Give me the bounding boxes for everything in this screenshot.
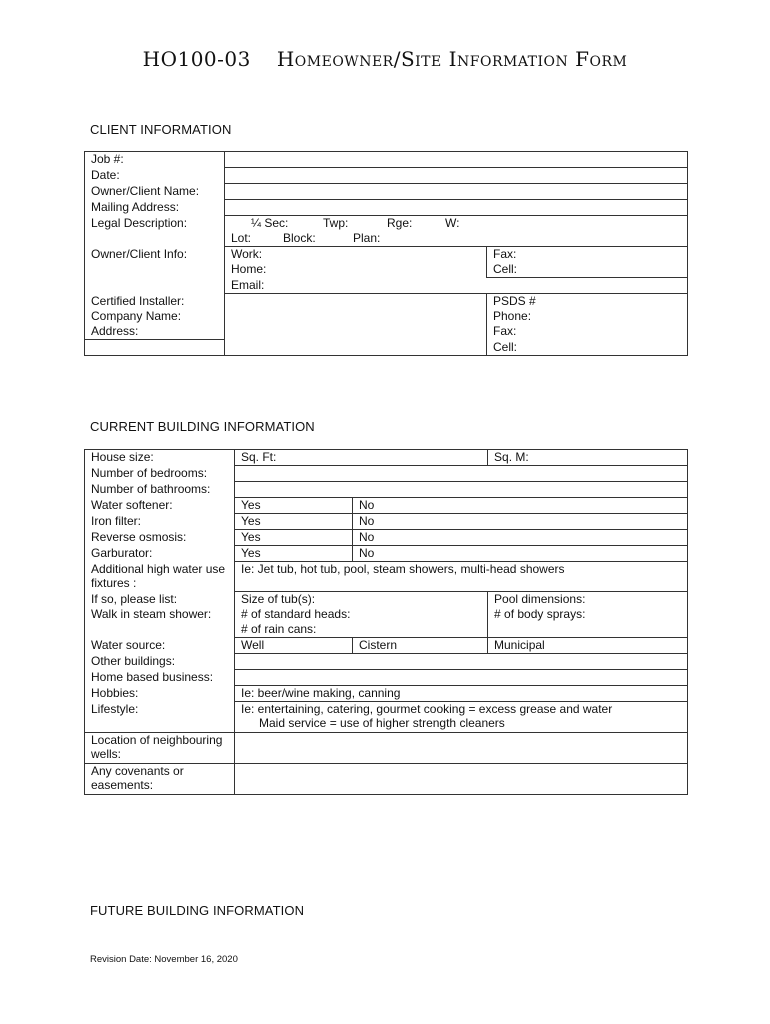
job-number-label: Job #:	[85, 152, 225, 168]
address-label: Address:	[85, 324, 225, 340]
tub-size-field[interactable]	[235, 592, 488, 608]
township-label: Twp:	[323, 216, 349, 230]
rain-cans-field[interactable]	[235, 622, 488, 638]
date-label: Date:	[85, 168, 225, 184]
quarter-section-label: ¼ Sec:	[251, 216, 289, 230]
range-label: Rge:	[387, 216, 413, 230]
bedrooms-label: Number of bedrooms:	[85, 466, 235, 482]
home-label: Home:	[231, 262, 267, 276]
client-information-table	[84, 151, 688, 356]
psds-field[interactable]	[487, 294, 688, 310]
standard-heads-label: # of standard heads:	[241, 607, 351, 621]
body-sprays-label: # of body sprays:	[494, 607, 586, 621]
covenants-field[interactable]	[235, 763, 688, 794]
lot-label: Lot:	[231, 231, 252, 245]
email-field[interactable]	[225, 278, 688, 294]
address-field-2[interactable]	[225, 340, 487, 356]
water-softener-yes[interactable]: Yes	[235, 498, 353, 514]
current-building-heading: CURRENT BUILDING INFORMATION	[90, 419, 315, 434]
phone-label: Phone:	[493, 309, 532, 323]
installer-fax-field[interactable]	[487, 324, 688, 340]
sq-ft-label: Sq. Ft:	[241, 450, 277, 464]
installer-fax-label: Fax:	[493, 324, 517, 338]
company-name-label: Company Name:	[85, 309, 225, 324]
house-size-label: House size:	[85, 450, 235, 466]
owner-name-label: Owner/Client Name:	[85, 184, 225, 200]
lifestyle-example-1: Ie: entertaining, catering, gourmet cooking = excess grease and water	[241, 702, 613, 716]
high-water-fixtures-label: Additional high water use fixtures :	[85, 562, 235, 592]
reverse-osmosis-yes[interactable]: Yes	[235, 530, 353, 546]
company-field[interactable]	[225, 309, 487, 324]
water-softener-label: Water softener:	[85, 498, 235, 514]
home-business-label: Home based business:	[85, 670, 235, 686]
work-label: Work:	[231, 247, 263, 261]
neighbouring-wells-label: Location of neighbouring wells:	[85, 732, 235, 763]
reverse-osmosis-label: Reverse osmosis:	[85, 530, 235, 546]
form-title	[0, 47, 770, 71]
fax-label: Fax:	[493, 247, 517, 261]
home-business-field[interactable]	[235, 670, 688, 686]
current-building-table	[84, 449, 688, 795]
block-label: Block:	[283, 231, 316, 245]
bathrooms-label: Number of bathrooms:	[85, 482, 235, 498]
cell-field[interactable]	[487, 262, 688, 278]
hobbies-label: Hobbies:	[85, 686, 235, 702]
legal-description-field[interactable]	[225, 216, 688, 232]
address-field[interactable]	[225, 324, 487, 340]
water-source-cistern[interactable]: Cistern	[353, 638, 488, 654]
email-label: Email:	[231, 278, 265, 292]
pool-dimensions-field[interactable]	[488, 592, 688, 608]
sq-m-field[interactable]	[488, 450, 688, 466]
body-sprays-field[interactable]	[488, 607, 688, 622]
psds-label: PSDS #	[493, 294, 536, 308]
iron-filter-no[interactable]: No	[353, 514, 688, 530]
water-source-well[interactable]: Well	[235, 638, 353, 654]
reverse-osmosis-no[interactable]: No	[353, 530, 688, 546]
iron-filter-label: Iron filter:	[85, 514, 235, 530]
phone-field[interactable]	[487, 309, 688, 324]
installer-cell-field[interactable]	[487, 340, 688, 356]
water-softener-no[interactable]: No	[353, 498, 688, 514]
garburator-yes[interactable]: Yes	[235, 546, 353, 562]
installer-cell-label: Cell:	[493, 339, 518, 354]
other-buildings-label: Other buildings:	[85, 654, 235, 670]
garburator-label: Garburator:	[85, 546, 235, 562]
high-water-fixtures-field[interactable]: Ie: Jet tub, hot tub, pool, steam showers, multi-head showers	[235, 562, 688, 592]
rain-cans-label: # of rain cans:	[241, 622, 317, 636]
home-phone-field[interactable]	[225, 262, 487, 278]
future-building-heading: FUTURE BUILDING INFORMATION	[90, 903, 305, 918]
plan-label: Plan:	[353, 231, 381, 245]
meridian-label: W:	[445, 216, 460, 230]
bathrooms-field[interactable]	[235, 482, 688, 498]
rain-cans-extra-field[interactable]	[488, 622, 688, 638]
owner-name-field[interactable]	[225, 184, 688, 200]
standard-heads-field[interactable]	[235, 607, 488, 622]
if-so-list-label: If so, please list:	[85, 592, 235, 608]
certified-installer-label: Certified Installer:	[85, 294, 225, 310]
lifestyle-example-2: Maid service = use of higher strength cleaners	[259, 716, 505, 730]
water-source-municipal[interactable]: Municipal	[488, 638, 688, 654]
iron-filter-yes[interactable]: Yes	[235, 514, 353, 530]
client-information-heading: CLIENT INFORMATION	[90, 122, 232, 137]
garburator-no[interactable]: No	[353, 546, 688, 562]
lifestyle-field[interactable]	[235, 702, 688, 733]
legal-description-label: Legal Description:	[85, 216, 225, 232]
fax-field[interactable]	[487, 247, 688, 263]
lifestyle-label: Lifestyle:	[85, 702, 235, 733]
mailing-address-field[interactable]	[225, 200, 688, 216]
date-field[interactable]	[225, 168, 688, 184]
sq-ft-field[interactable]	[235, 450, 488, 466]
hobbies-field[interactable]: Ie: beer/wine making, canning	[235, 686, 688, 702]
other-buildings-field[interactable]	[235, 654, 688, 670]
cell-label: Cell:	[493, 262, 518, 276]
work-phone-field[interactable]	[225, 247, 487, 263]
lot-block-plan-field[interactable]	[225, 231, 688, 247]
pool-dimensions-label: Pool dimensions:	[494, 592, 586, 606]
form-name: Homeowner/Site Information Form	[276, 47, 628, 71]
water-source-label: Water source:	[85, 638, 235, 654]
steam-shower-label: Walk in steam shower:	[85, 607, 235, 622]
owner-info-label: Owner/Client Info:	[85, 247, 225, 263]
neighbouring-wells-field[interactable]	[235, 732, 688, 763]
covenants-label: Any covenants or easements:	[85, 763, 235, 794]
mailing-address-label: Mailing Address:	[85, 200, 225, 216]
tub-size-label: Size of tub(s):	[241, 592, 316, 606]
bedrooms-field[interactable]	[235, 466, 688, 482]
form-code: HO100-03	[142, 47, 251, 71]
installer-field[interactable]	[225, 294, 487, 310]
sq-m-label: Sq. M:	[494, 450, 529, 464]
revision-date: Revision Date: November 16, 2020	[90, 954, 238, 965]
job-number-field[interactable]	[225, 152, 688, 168]
